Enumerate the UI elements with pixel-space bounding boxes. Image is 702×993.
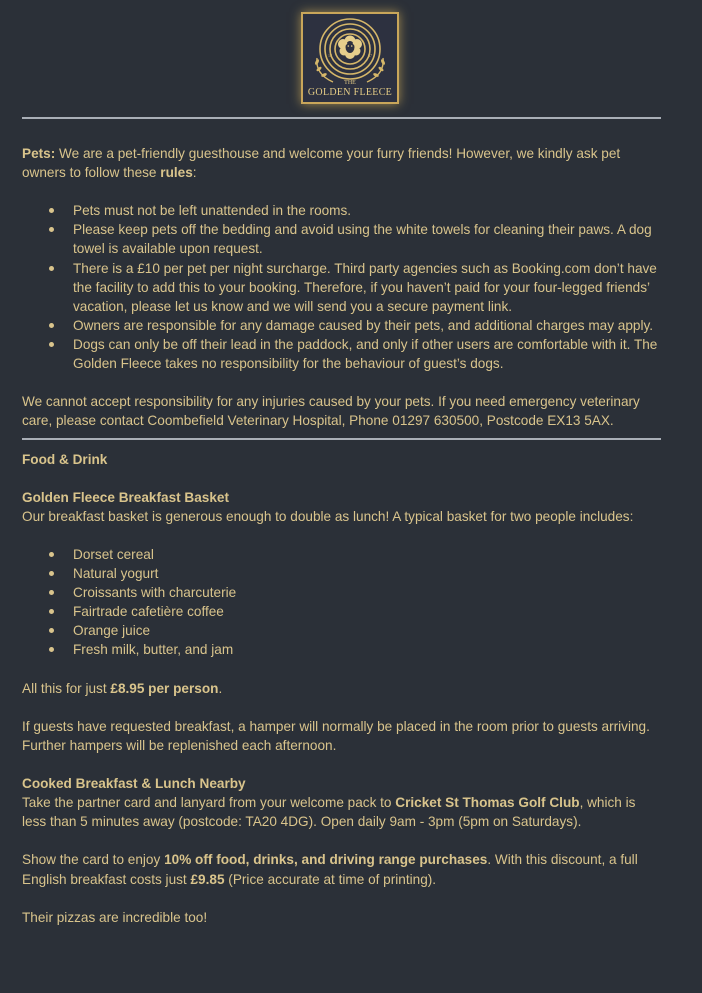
- discount-value: 10% off food, drinks, and driving range purchases: [164, 852, 488, 868]
- pets-disclaimer: We cannot accept responsibility for any injuries caused by your pets. If you need emergency veterinary care, please contact Coombefield Veterinary Hospital, Phone 01297 630500, Postcode EX13 5AX.: [22, 394, 640, 429]
- hamper-note: If guests have requested breakfast, a hamper will normally be placed in the room prior to guests arriving. Further hampers will be replenished each afternoon.: [22, 718, 650, 753]
- golden-fleece-logo: [301, 12, 399, 104]
- pet-rules-list: [22, 201, 662, 373]
- content: [22, 144, 662, 927]
- food-heading: Food & Drink: [22, 451, 108, 467]
- basket-price: All this for just £8.95 per person.: [22, 680, 223, 696]
- basket-intro: Our breakfast basket is generous enough to double as lunch! A typical basket for two people includes:: [22, 508, 634, 524]
- cooked-text: Take the partner card and lanyard from your welcome pack to Cricket St Thomas Golf Club, which is less than 5 minutes away (postcode: TA20 4DG). Open daily 9am - 3pm (5pm on Saturdays).: [22, 795, 636, 830]
- list-item: Pets must not be left unattended in the rooms.: [73, 201, 662, 220]
- basket-items-list: [22, 545, 662, 660]
- list-item: Fairtrade cafetière coffee: [73, 602, 662, 621]
- pets-label: Pets:: [22, 146, 56, 161]
- list-item: Fresh milk, butter, and jam: [73, 640, 662, 659]
- breakfast-price: £9.85: [190, 871, 225, 887]
- cooked-heading: Cooked Breakfast & Lunch Nearby: [22, 776, 246, 792]
- price-value: £8.95 per person: [110, 680, 219, 696]
- rules-word: rules: [160, 165, 193, 181]
- logo-name: GOLDEN FLEECE: [307, 87, 393, 98]
- basket-heading: Golden Fleece Breakfast Basket: [22, 489, 230, 505]
- golf-club-name: Cricket St Thomas Golf Club: [395, 795, 580, 811]
- logo-year-right: 67: [368, 53, 372, 58]
- list-item: There is a £10 per pet per night surcharge. Third party agencies such as Booking.com don’t have the facility to add this to your booking. Therefore, if you haven’t paid for your four-legged friends’ vacation, please let us know and we will send you a secure payment link.: [73, 259, 662, 316]
- list-item: Owners are responsible for any damage caused by their pets, and additional charges may apply.: [73, 316, 662, 335]
- list-item: Orange juice: [73, 621, 662, 640]
- pets-intro: Pets: We are a pet-friendly guesthouse and welcome your furry friends! However, we kindly ask pet owners to follow these rules:: [22, 146, 621, 181]
- list-item: Croissants with charcuterie: [73, 583, 662, 602]
- list-item: Dogs can only be off their lead in the paddock, and only if other users are comfortable with it. The Golden Fleece takes no responsibility for the behaviour of guest’s dogs.: [73, 335, 662, 373]
- section-divider: [22, 430, 662, 449]
- top-divider: [22, 117, 661, 119]
- list-item: Please keep pets off the bedding and avoid using the white towels for cleaning their paws. A dog towel is available upon request.: [73, 220, 662, 258]
- list-item: Natural yogurt: [73, 564, 662, 583]
- list-item: Dorset cereal: [73, 545, 662, 564]
- discount-text: Show the card to enjoy 10% off food, drinks, and driving range purchases. With this discount, a full English breakfast costs just £9.85 (Price accurate at time of printing).: [22, 852, 638, 887]
- logo-year-left: 18: [328, 53, 332, 58]
- logo-the: THE: [344, 80, 356, 86]
- pizza-note: Their pizzas are incredible too!: [22, 909, 208, 925]
